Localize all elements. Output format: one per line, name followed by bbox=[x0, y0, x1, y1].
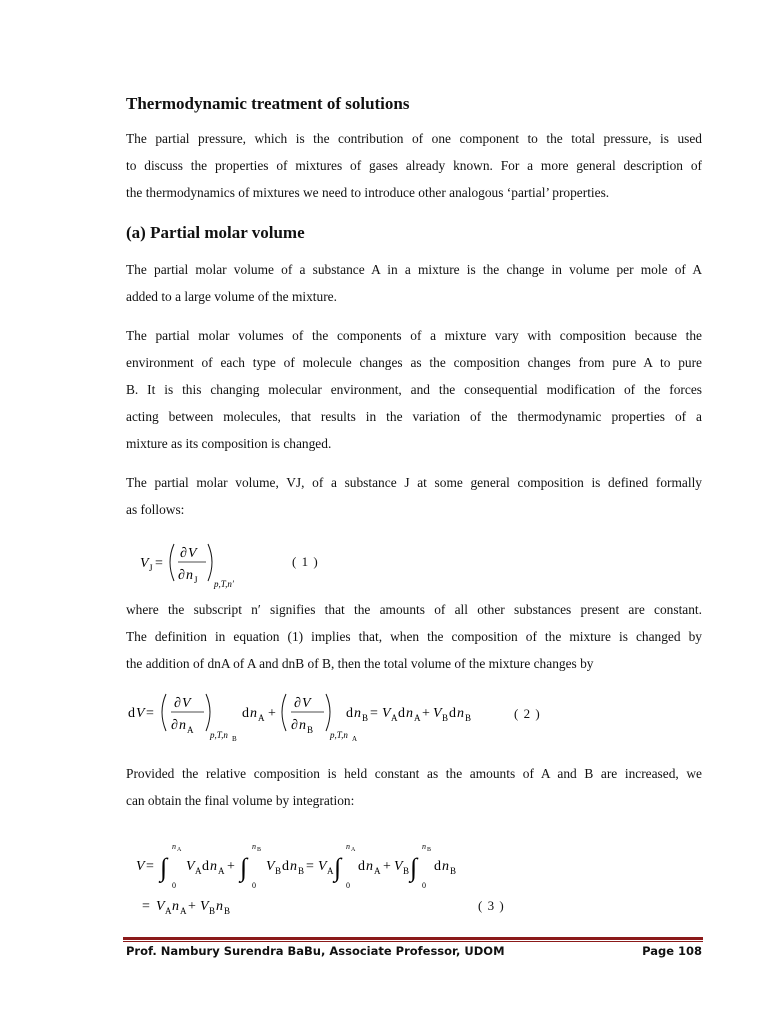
svg-text:J: J bbox=[149, 563, 153, 573]
intro-line: the thermodynamics of mixtures we need to introduce other analogous ‘partial’ properties. bbox=[126, 185, 610, 200]
svg-text:d: d bbox=[434, 859, 441, 874]
footer-rule-thin bbox=[123, 941, 703, 942]
svg-text:A: A bbox=[180, 906, 187, 916]
svg-text:n: n bbox=[179, 718, 186, 733]
svg-text:d: d bbox=[282, 859, 289, 874]
svg-text:V: V bbox=[140, 556, 149, 571]
svg-text:B: B bbox=[427, 847, 432, 853]
svg-text:n: n bbox=[210, 859, 217, 874]
svg-text:A: A bbox=[352, 735, 358, 743]
definition-line: The partial molar volume of a substance A in a mixture is the change in volume per mole of A bbox=[126, 262, 702, 277]
intro-line: The partial pressure, which is the contribution of one component to the total pressure, is used bbox=[126, 131, 702, 146]
svg-text:A: A bbox=[351, 847, 356, 853]
svg-text:A: A bbox=[414, 713, 421, 723]
svg-text:V: V bbox=[302, 696, 311, 711]
svg-text:A: A bbox=[374, 866, 381, 876]
svg-text:B: B bbox=[298, 866, 305, 876]
svg-text:n: n bbox=[290, 859, 297, 874]
subscript-paragraph bbox=[126, 596, 702, 677]
svg-text:∂: ∂ bbox=[174, 696, 181, 711]
svg-text:0: 0 bbox=[252, 881, 256, 890]
svg-text:V: V bbox=[186, 859, 195, 874]
svg-text:d: d bbox=[242, 706, 249, 721]
svg-text:B: B bbox=[450, 866, 457, 876]
svg-text:p,T,n: p,T,n bbox=[210, 730, 228, 740]
svg-text:d: d bbox=[128, 706, 135, 721]
intro-paragraph bbox=[126, 125, 702, 206]
svg-text:n: n bbox=[172, 899, 179, 914]
provided-line: can obtain the final volume by integration: bbox=[126, 793, 355, 808]
environment-line: B. It is this changing molecular environment, and the consequential modification of the forces bbox=[126, 382, 702, 397]
svg-text:V: V bbox=[136, 706, 145, 721]
svg-text:+: + bbox=[188, 899, 196, 914]
svg-text:=: = bbox=[146, 859, 154, 874]
svg-text:∫: ∫ bbox=[240, 853, 248, 882]
svg-text:A: A bbox=[165, 906, 172, 916]
svg-text:d: d bbox=[398, 706, 405, 721]
svg-text:n: n bbox=[250, 706, 257, 721]
environment-line: mixture as its composition is changed. bbox=[126, 436, 332, 451]
equation-3-number: ( 3 ) bbox=[478, 898, 505, 913]
svg-text:B: B bbox=[257, 847, 262, 853]
svg-text:p,T,n′: p,T,n′ bbox=[214, 579, 234, 589]
formal-line: The partial molar volume, VJ, of a substance J at some general composition is defined formally bbox=[126, 475, 702, 490]
svg-text:n: n bbox=[422, 842, 426, 851]
definition-line: added to a large volume of the mixture. bbox=[126, 289, 337, 304]
svg-text:n: n bbox=[442, 859, 449, 874]
svg-text:∂: ∂ bbox=[178, 568, 185, 583]
svg-text:B: B bbox=[307, 725, 314, 735]
svg-text:V: V bbox=[318, 859, 327, 874]
section-heading: (a) Partial molar volume bbox=[126, 223, 305, 242]
svg-text:B: B bbox=[232, 735, 237, 743]
svg-text:A: A bbox=[258, 713, 265, 723]
svg-text:n: n bbox=[406, 706, 413, 721]
svg-text:V: V bbox=[188, 546, 197, 561]
svg-text:∫: ∫ bbox=[410, 853, 418, 882]
equation-3 bbox=[132, 836, 472, 922]
footer-author: Prof. Nambury Surendra BaBu, Associate Professor, UDOM bbox=[126, 944, 505, 958]
svg-text:n: n bbox=[354, 706, 361, 721]
formal-line: as follows: bbox=[126, 502, 185, 517]
svg-text:=: = bbox=[146, 706, 154, 721]
svg-text:0: 0 bbox=[172, 881, 176, 890]
intro-line: to discuss the properties of mixtures of gases already known. For a more general description of bbox=[126, 158, 702, 173]
definition-paragraph bbox=[126, 256, 702, 310]
svg-text:J: J bbox=[194, 575, 198, 585]
svg-text:p,T,n: p,T,n bbox=[330, 730, 348, 740]
svg-text:A: A bbox=[218, 866, 225, 876]
svg-text:A: A bbox=[187, 725, 194, 735]
svg-text:B: B bbox=[275, 866, 282, 876]
page-number: Page 108 bbox=[642, 944, 702, 958]
svg-text:∫: ∫ bbox=[160, 853, 168, 882]
svg-text:V: V bbox=[182, 696, 191, 711]
subscript-line: The definition in equation (1) implies that, when the composition of the mixture is changed by bbox=[126, 629, 702, 644]
svg-text:n: n bbox=[252, 842, 256, 851]
svg-text:=: = bbox=[306, 859, 314, 874]
svg-text:n: n bbox=[457, 706, 464, 721]
provided-line: Provided the relative composition is held constant as the amounts of A and B are increased, we bbox=[126, 766, 702, 781]
environment-line: environment of each type of molecule changes as the composition changes from pure A to pure bbox=[126, 355, 702, 370]
formal-paragraph bbox=[126, 469, 702, 523]
svg-text:V: V bbox=[136, 859, 145, 874]
equation-1-number: ( 1 ) bbox=[292, 554, 319, 569]
svg-text:B: B bbox=[362, 713, 369, 723]
svg-text:=: = bbox=[155, 556, 163, 571]
svg-text:0: 0 bbox=[346, 881, 350, 890]
environment-line: acting between molecules, that results in the variation of the thermodynamic properties of a bbox=[126, 409, 702, 424]
svg-text:∂: ∂ bbox=[180, 546, 187, 561]
svg-text:n: n bbox=[186, 568, 193, 583]
subscript-line: the addition of dnA of A and dnB of B, then the total volume of the mixture changes by bbox=[126, 656, 594, 671]
svg-text:∂: ∂ bbox=[291, 718, 298, 733]
svg-text:A: A bbox=[177, 847, 182, 853]
svg-text:d: d bbox=[202, 859, 209, 874]
svg-text:A: A bbox=[391, 713, 398, 723]
svg-text:B: B bbox=[465, 713, 472, 723]
svg-text:∫: ∫ bbox=[334, 853, 342, 882]
equation-2-number: ( 2 ) bbox=[514, 706, 541, 721]
svg-text:n: n bbox=[346, 842, 350, 851]
svg-text:n: n bbox=[366, 859, 373, 874]
svg-text:A: A bbox=[195, 866, 202, 876]
svg-text:V: V bbox=[433, 706, 442, 721]
svg-text:+: + bbox=[383, 859, 391, 874]
svg-text:n: n bbox=[216, 899, 223, 914]
environment-paragraph bbox=[126, 322, 702, 457]
subscript-line: where the subscript n′ signifies that the amounts of all other substances present are constant. bbox=[126, 602, 702, 617]
svg-text:+: + bbox=[227, 859, 235, 874]
svg-text:V: V bbox=[382, 706, 391, 721]
svg-text:V: V bbox=[394, 859, 403, 874]
equation-2 bbox=[126, 686, 506, 744]
equation-1 bbox=[136, 536, 256, 592]
svg-text:B: B bbox=[442, 713, 449, 723]
svg-text:d: d bbox=[346, 706, 353, 721]
svg-text:∂: ∂ bbox=[171, 718, 178, 733]
footer-rule bbox=[123, 937, 703, 940]
page-title: Thermodynamic treatment of solutions bbox=[126, 94, 410, 113]
svg-text:+: + bbox=[422, 706, 430, 721]
svg-text:B: B bbox=[209, 906, 216, 916]
svg-text:n: n bbox=[299, 718, 306, 733]
svg-text:0: 0 bbox=[422, 881, 426, 890]
svg-text:=: = bbox=[370, 706, 378, 721]
svg-text:d: d bbox=[449, 706, 456, 721]
svg-text:+: + bbox=[268, 706, 276, 721]
svg-text:A: A bbox=[327, 866, 334, 876]
svg-text:n: n bbox=[172, 842, 176, 851]
svg-text:∂: ∂ bbox=[294, 696, 301, 711]
svg-text:V: V bbox=[266, 859, 275, 874]
svg-text:V: V bbox=[200, 899, 209, 914]
svg-text:B: B bbox=[224, 906, 231, 916]
svg-text:d: d bbox=[358, 859, 365, 874]
svg-text:V: V bbox=[156, 899, 165, 914]
environment-line: The partial molar volumes of the components of a mixture vary with composition because the bbox=[126, 328, 702, 343]
provided-paragraph bbox=[126, 760, 702, 814]
svg-text:=: = bbox=[142, 899, 150, 914]
svg-text:B: B bbox=[403, 866, 410, 876]
